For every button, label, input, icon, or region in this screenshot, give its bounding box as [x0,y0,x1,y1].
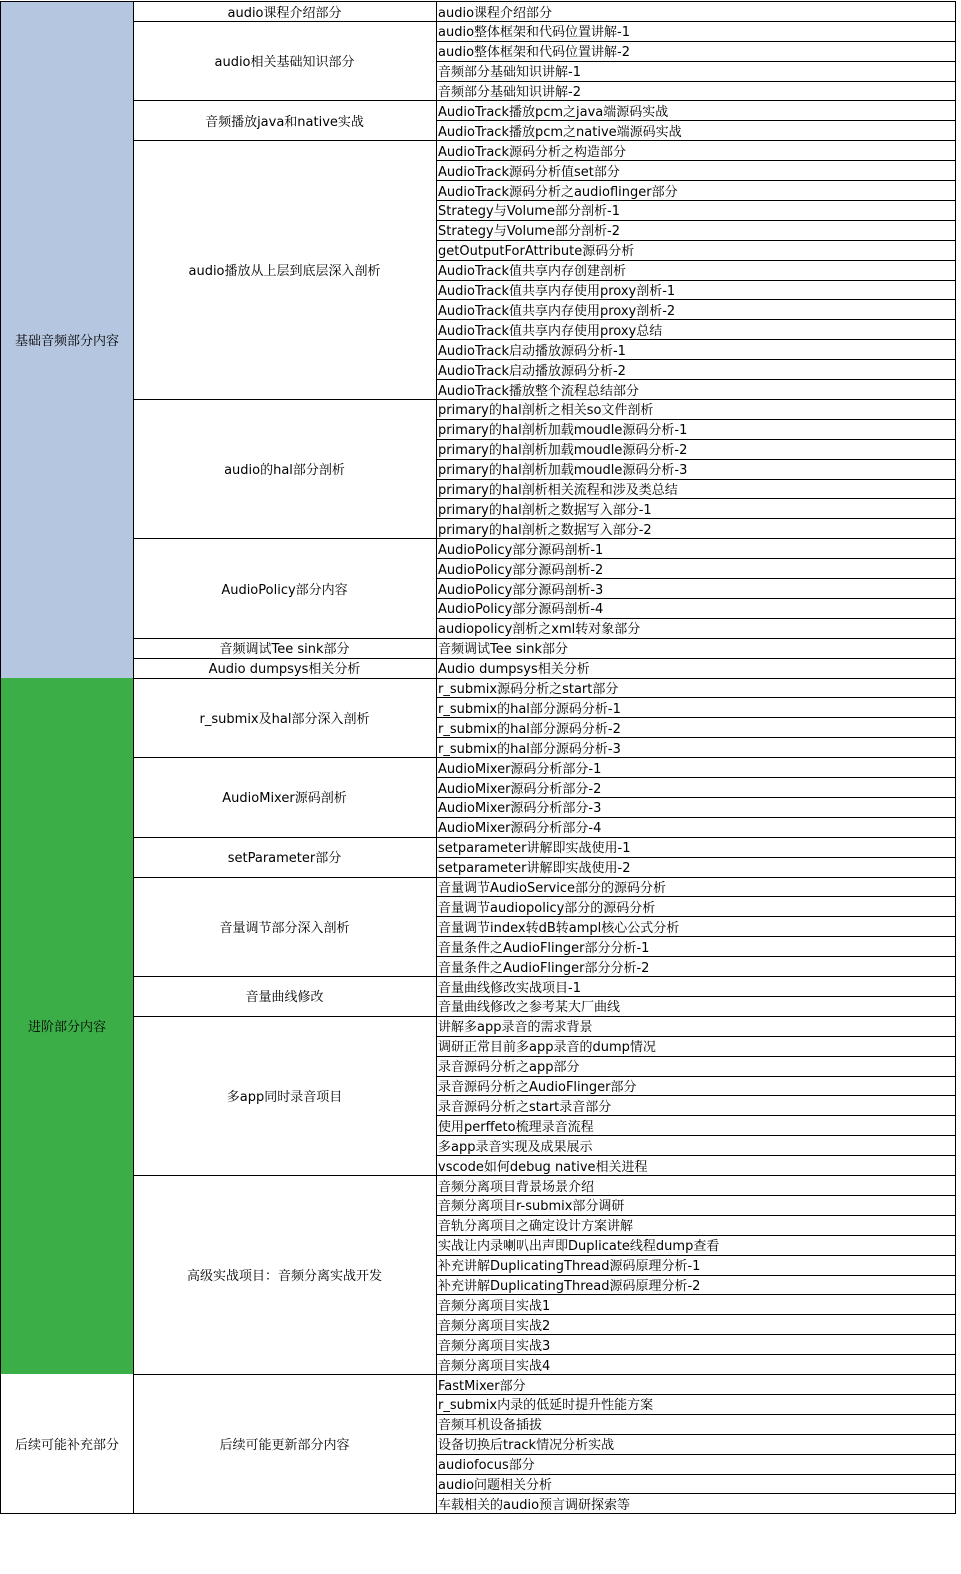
item-row [436,140,956,161]
item-row [436,399,956,420]
category-cell-text: 进阶部分内容 [27,1020,106,1036]
item-row-text: 音频分离项目r-submix部分调研 [438,1199,625,1215]
item-row-text: AudioPolicy部分源码剖析-3 [438,582,604,598]
section-cell-text: AudioPolicy部分内容 [221,582,348,598]
section-cell-text: audio的hal部分剖析 [224,463,345,479]
item-row-text: AudioMixer源码分析部分-4 [438,821,602,837]
item-row [436,598,956,619]
section-cell [133,538,437,639]
item-row [436,1255,956,1276]
section-cell [133,877,437,978]
item-row [436,1295,956,1316]
item-row-text: 音量曲线修改实战项目-1 [438,980,581,996]
section-cell-text: audio课程介绍部分 [227,5,342,21]
item-row-text: 讲解多app录音的需求背景 [438,1020,593,1036]
section-cell [133,1374,437,1514]
section-cell-text: 音量调节部分深入剖析 [219,920,350,936]
item-row [436,538,956,559]
item-row-text: AudioTrack值共享内存使用proxy剖析-2 [438,303,676,319]
item-row [436,897,956,918]
item-row-text: 补充讲解DuplicatingThread源码原理分析-1 [438,1259,701,1275]
item-row [436,439,956,460]
section-cell [133,976,437,1017]
item-row-text: 录音源码分析之app部分 [438,1060,580,1076]
item-row-text: 录音源码分析之start录音部分 [438,1099,612,1115]
item-row [436,220,956,241]
item-row [436,180,956,201]
item-row-text: 实战让内录喇叭出声即Duplicate线程dump查看 [438,1239,720,1255]
item-row-text: 车载相关的audio预言调研探索等 [438,1497,631,1513]
item-row [436,558,956,579]
item-row-text: r_submix的hal部分源码分析-1 [438,701,621,717]
item-row [436,61,956,82]
item-row [436,1215,956,1236]
item-row [436,518,956,539]
item-row-text: 音量条件之AudioFlinger部分分析-2 [438,960,650,976]
item-row [436,419,956,440]
item-row-text: 音频分离项目实战4 [438,1358,551,1374]
category-cell [0,1,134,679]
item-row [436,1275,956,1296]
section-cell-text: setParameter部分 [227,851,342,867]
item-row-text: audio问题相关分析 [438,1478,553,1494]
item-row-text: setparameter讲解即实战使用-2 [438,861,631,877]
item-row-text: 音频部分基础知识讲解-1 [438,65,581,81]
item-row [436,1394,956,1415]
category-cell-text: 后续可能补充部分 [14,1438,119,1454]
item-row-text: r_submix源码分析之start部分 [438,682,619,698]
item-row-text: 音量调节audiopolicy部分的源码分析 [438,900,656,916]
item-row [436,877,956,898]
item-row [436,260,956,281]
item-row [436,160,956,181]
item-row-text: primary的hal剖析之数据写入部分-2 [438,522,652,538]
item-row-text: 音量调节index转dB转ampl核心公式分析 [438,920,680,936]
section-cell [133,399,437,539]
category-cell [0,678,134,1376]
item-row-text: 音频分离项目实战1 [438,1298,551,1314]
item-row [436,857,956,878]
section-cell [133,140,437,400]
item-row-text: primary的hal剖析之数据写入部分-1 [438,502,652,518]
item-row-text: 音频调试Tee sink部分 [438,642,569,658]
item-row [436,379,956,400]
item-row-text: 音量曲线修改之参考某大厂曲线 [438,1000,621,1016]
category-cell [0,1374,134,1514]
item-row-text: 音频分离项目背景场景介绍 [438,1179,595,1195]
item-row [436,1,956,22]
item-row [436,1016,956,1037]
item-row [436,936,956,957]
item-row-text: audio课程介绍部分 [438,5,553,21]
item-row [436,1135,956,1156]
section-cell [133,757,437,838]
item-row [436,578,956,599]
item-row-text: AudioTrack播放整个流程总结部分 [438,383,639,399]
item-row [436,797,956,818]
item-row [436,658,956,679]
item-row [436,1155,956,1176]
section-cell [133,101,437,142]
item-row-text: primary的hal剖析加载moudle源码分析-2 [438,443,688,459]
section-cell-text: audio播放从上层到底层深入剖析 [188,264,381,280]
item-row [436,817,956,838]
item-row-text: r_submix的hal部分源码分析-2 [438,721,621,737]
section-cell [133,638,437,659]
item-row [436,837,956,858]
item-row-text: AudioTrack播放pcm之java端源码实战 [438,104,669,120]
section-cell [133,678,437,759]
item-row [436,499,956,520]
item-row [436,81,956,102]
item-row-text: 音频部分基础知识讲解-2 [438,85,581,101]
item-row-text: 录音源码分析之AudioFlinger部分 [438,1080,637,1096]
item-row-text: AudioTrack启动播放源码分析-1 [438,343,626,359]
item-row [436,1195,956,1216]
item-row-text: Audio dumpsys相关分析 [438,662,590,678]
item-row [436,737,956,758]
item-row-text: AudioTrack值共享内存创建剖析 [438,264,626,280]
item-row-text: 音量条件之AudioFlinger部分分析-1 [438,940,650,956]
section-cell-text: Audio dumpsys相关分析 [208,662,361,678]
item-row-text: 调研正常目前多app录音的dump情况 [438,1040,656,1056]
item-row [436,300,956,321]
item-row-text: FastMixer部分 [438,1378,526,1394]
section-cell-text: 音频调试Tee sink部分 [219,642,350,658]
item-row-text: AudioPolicy部分源码剖析-1 [438,542,604,558]
item-row-text: AudioTrack值共享内存使用proxy总结 [438,323,663,339]
item-row-text: primary的hal剖析加载moudle源码分析-1 [438,423,688,439]
item-row-text: 音轨分离项目之确定设计方案讲解 [438,1219,634,1235]
item-row [436,120,956,141]
item-row [436,479,956,500]
category-cell-text: 基础音频部分内容 [14,334,119,350]
item-row [436,1115,956,1136]
item-row-text: audio整体框架和代码位置讲解-2 [438,45,630,61]
item-row [436,459,956,480]
section-cell-text: 后续可能更新部分内容 [219,1438,350,1454]
item-row-text: 使用perffeto梳理录音流程 [438,1119,594,1135]
item-row [436,976,956,997]
item-row [436,618,956,639]
item-row [436,717,956,738]
item-row [436,1474,956,1495]
section-cell-text: 多app同时录音项目 [226,1089,343,1105]
item-row-text: AudioPolicy部分源码剖析-2 [438,562,604,578]
item-row [436,638,956,659]
item-row [436,956,956,977]
item-row-text: r_submix的hal部分源码分析-3 [438,741,621,757]
item-row-text: AudioTrack源码分析之audioflinger部分 [438,184,678,200]
section-cell [133,1,437,22]
item-row [436,757,956,778]
section-cell-text: 音量曲线修改 [245,990,324,1006]
item-row [436,280,956,301]
item-row-text: 音频分离项目实战2 [438,1318,551,1334]
item-row [436,698,956,719]
item-row [436,1494,956,1515]
section-cell [133,1175,437,1375]
item-row-text: AudioMixer源码分析部分-3 [438,801,602,817]
section-cell [133,658,437,679]
item-row [436,996,956,1017]
item-row-text: r_submix内录的低延时提升性能方案 [438,1398,654,1414]
item-row-text: audiopolicy剖析之xml转对象部分 [438,622,641,638]
item-row-text: 音量调节AudioService部分的源码分析 [438,881,666,897]
item-row [436,1334,956,1355]
item-row-text: AudioMixer源码分析部分-2 [438,781,602,797]
item-row [436,240,956,261]
item-row-text: 音频分离项目实战3 [438,1338,551,1354]
item-row [436,1454,956,1475]
section-cell-text: AudioMixer源码剖析 [222,791,347,807]
item-row-text: AudioTrack源码分析值set部分 [438,164,620,180]
item-row [436,1235,956,1256]
section-cell-text: 高级实战项目：音频分离实战开发 [186,1269,382,1285]
item-row-text: setparameter讲解即实战使用-1 [438,841,631,857]
item-row-text: AudioMixer源码分析部分-1 [438,761,602,777]
item-row-text: primary的hal剖析之相关so文件剖析 [438,403,654,419]
item-row [436,359,956,380]
item-row-text: Strategy与Volume部分剖析-1 [438,204,621,220]
section-cell-text: 音频播放java和native实战 [205,114,364,130]
item-row-text: 多app录音实现及成果展示 [438,1139,593,1155]
item-row [436,101,956,122]
item-row [436,1056,956,1077]
item-row [436,21,956,42]
item-row-text: vscode如何debug native相关进程 [438,1159,648,1175]
section-cell [133,21,437,102]
item-row-text: Strategy与Volume部分剖析-2 [438,224,621,240]
item-row-text: 音频耳机设备插拔 [438,1418,543,1434]
section-cell-text: r_submix及hal部分深入剖析 [199,711,370,727]
item-row-text: AudioTrack值共享内存使用proxy剖析-1 [438,284,676,300]
item-row-text: audio整体框架和代码位置讲解-1 [438,25,630,41]
item-row-text: audiofocus部分 [438,1458,535,1474]
item-row-text: getOutputForAttribute源码分析 [438,244,635,260]
section-cell [133,1016,437,1176]
item-row-text: primary的hal剖析相关流程和涉及类总结 [438,483,678,499]
item-row [436,339,956,360]
section-cell [133,837,437,878]
section-cell-text: audio相关基础知识部分 [214,55,355,71]
item-row [436,1434,956,1455]
item-row [436,1076,956,1097]
item-row [436,319,956,340]
item-row-text: AudioTrack播放pcm之native端源码实战 [438,124,682,140]
item-row [436,1175,956,1196]
item-row-text: 补充讲解DuplicatingThread源码原理分析-2 [438,1279,701,1295]
item-row [436,41,956,62]
item-row-text: AudioPolicy部分源码剖析-4 [438,602,604,618]
item-row [436,1354,956,1375]
item-row-text: 设备切换后track情况分析实战 [438,1438,615,1454]
item-row [436,777,956,798]
item-row-text: primary的hal剖析加载moudle源码分析-3 [438,463,688,479]
item-row [436,1096,956,1117]
item-row [436,678,956,699]
item-row-text: AudioTrack启动播放源码分析-2 [438,363,626,379]
item-row [436,200,956,221]
item-row [436,916,956,937]
item-row [436,1314,956,1335]
item-row [436,1036,956,1057]
item-row [436,1414,956,1435]
item-row [436,1374,956,1395]
item-row-text: AudioTrack源码分析之构造部分 [438,144,626,160]
